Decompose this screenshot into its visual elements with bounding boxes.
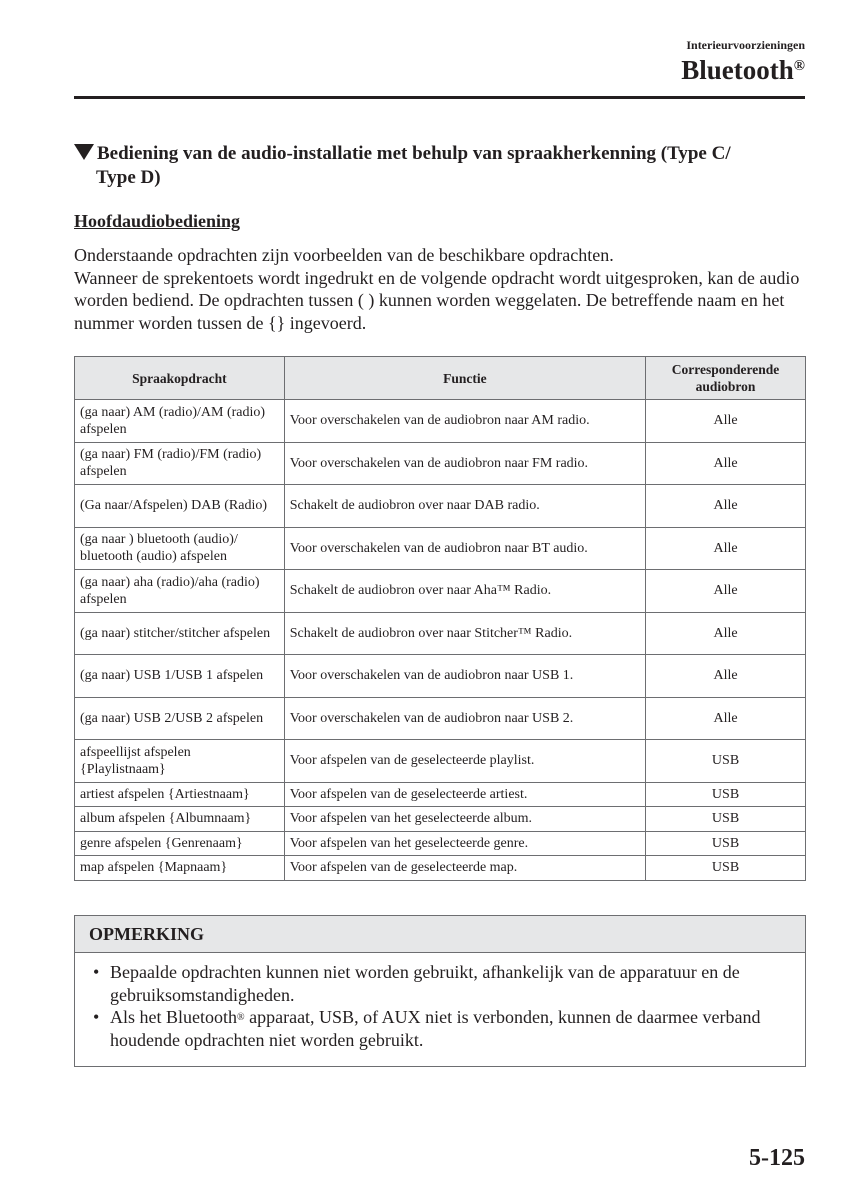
table-body [75, 400, 806, 881]
table-row [75, 782, 806, 807]
running-header-section: Interieurvoorzieningen [686, 38, 805, 52]
column-header-command: Spraakopdracht [75, 357, 285, 400]
cell-source: Alle [646, 612, 806, 655]
table-row [75, 400, 806, 443]
column-header-function: Functie [284, 357, 645, 400]
table-row [75, 655, 806, 698]
section-heading-text-1: Bediening van de audio-installatie met behulp van spraakherkenning (Type C/ [97, 143, 731, 164]
intro-paragraph-2: Wanneer de sprekentoets wordt ingedrukt en de volgende opdracht wordt uitgesproken, kan de audio worden bediend. De opdrachten tussen ( ) kunnen worden weggelaten. De betreffende naam en het nummer worden tussen de {} ingevoerd. [74, 267, 800, 333]
table-row [75, 856, 806, 881]
cell-function: Voor afspelen van het geselecteerde album. [284, 807, 645, 832]
registered-mark: ® [793, 58, 805, 74]
cell-command: (ga naar) aha (radio)/aha (radio) afspelen [75, 570, 285, 613]
cell-source: Alle [646, 400, 806, 443]
cell-source: Alle [646, 697, 806, 740]
cell-function: Voor overschakelen van de audiobron naar AM radio. [284, 400, 645, 443]
cell-source: Alle [646, 527, 806, 570]
cell-function: Schakelt de audiobron over naar Aha™ Radio. [284, 570, 645, 613]
cell-command: (Ga naar/Afspelen) DAB (Radio) [75, 485, 285, 528]
intro-text [74, 244, 809, 334]
cell-function: Schakelt de audiobron over naar DAB radio. [284, 485, 645, 528]
note-item-text: Bepaalde opdrachten kunnen niet worden gebruikt, afhankelijk van de apparatuur en de gebruiksomstandigheden. [110, 962, 740, 1005]
table-row [75, 697, 806, 740]
page-number: 5-125 [749, 1145, 805, 1171]
cell-command: map afspelen {Mapnaam} [75, 856, 285, 881]
cell-command: (ga naar) USB 2/USB 2 afspelen [75, 697, 285, 740]
table-row [75, 740, 806, 783]
cell-source: Alle [646, 485, 806, 528]
note-title: OPMERKING [75, 916, 805, 953]
running-header-title [681, 54, 805, 86]
cell-command: afspeellijst afspelen {Playlistnaam} [75, 740, 285, 783]
voice-command-table [74, 356, 806, 881]
cell-function: Voor overschakelen van de audiobron naar USB 1. [284, 655, 645, 698]
note-box [74, 915, 806, 1067]
cell-command: album afspelen {Albumnaam} [75, 807, 285, 832]
table-row [75, 485, 806, 528]
cell-source: USB [646, 831, 806, 856]
cell-function: Voor afspelen van de geselecteerde map. [284, 856, 645, 881]
table-header-row [75, 357, 806, 400]
section-heading-line-1 [74, 142, 809, 166]
note-item [89, 961, 785, 1006]
cell-source: Alle [646, 655, 806, 698]
sub-heading: Hoofdaudiobediening [74, 211, 241, 231]
header-rule [74, 96, 805, 99]
cell-function: Schakelt de audiobron over naar Stitcher™ Radio. [284, 612, 645, 655]
cell-command: (ga naar) stitcher/stitcher afspelen [75, 612, 285, 655]
note-item [89, 1006, 785, 1051]
cell-function: Voor overschakelen van de audiobron naar FM radio. [284, 442, 645, 485]
column-header-source: Corresponderende audiobron [646, 357, 806, 400]
note-list [75, 961, 805, 1051]
section-heading-line-2: Type D) [96, 167, 161, 188]
cell-function: Voor afspelen van het geselecteerde genre. [284, 831, 645, 856]
cell-command: (ga naar) FM (radio)/FM (radio) afspelen [75, 442, 285, 485]
cell-function: Voor overschakelen van de audiobron naar USB 2. [284, 697, 645, 740]
table-row [75, 612, 806, 655]
table-row [75, 570, 806, 613]
cell-function: Voor afspelen van de geselecteerde playlist. [284, 740, 645, 783]
cell-command: genre afspelen {Genrenaam} [75, 831, 285, 856]
cell-command: (ga naar) USB 1/USB 1 afspelen [75, 655, 285, 698]
note-item-text-post: apparaat, USB, of AUX niet is verbonden, kunnen de daarmee verband houdende opdrachten niet worden gebruikt. [110, 1007, 761, 1050]
table-row [75, 442, 806, 485]
cell-source: USB [646, 856, 806, 881]
registered-mark: ® [237, 1012, 245, 1023]
cell-source: Alle [646, 570, 806, 613]
bullet: • [93, 962, 100, 982]
section-heading [74, 142, 809, 190]
cell-source: USB [646, 740, 806, 783]
cell-command: (ga naar) AM (radio)/AM (radio) afspelen [75, 400, 285, 443]
bullet: • [93, 1007, 100, 1027]
header-title-text: Bluetooth [681, 55, 794, 85]
cell-command: artiest afspelen {Artiestnaam} [75, 782, 285, 807]
cell-source: Alle [646, 442, 806, 485]
cell-command: (ga naar ) bluetooth (audio)/ bluetooth (audio) afspelen [75, 527, 285, 570]
cell-function: Voor overschakelen van de audiobron naar BT audio. [284, 527, 645, 570]
cell-source: USB [646, 782, 806, 807]
table-row [75, 831, 806, 856]
note-item-text-pre: Als het Bluetooth [110, 1007, 237, 1027]
cell-function: Voor afspelen van de geselecteerde artiest. [284, 782, 645, 807]
cell-source: USB [646, 807, 806, 832]
table-row [75, 807, 806, 832]
triangle-down-icon [74, 144, 94, 160]
table-row [75, 527, 806, 570]
intro-paragraph-1: Onderstaande opdrachten zijn voorbeelden van de beschikbare opdrachten. [74, 245, 614, 265]
